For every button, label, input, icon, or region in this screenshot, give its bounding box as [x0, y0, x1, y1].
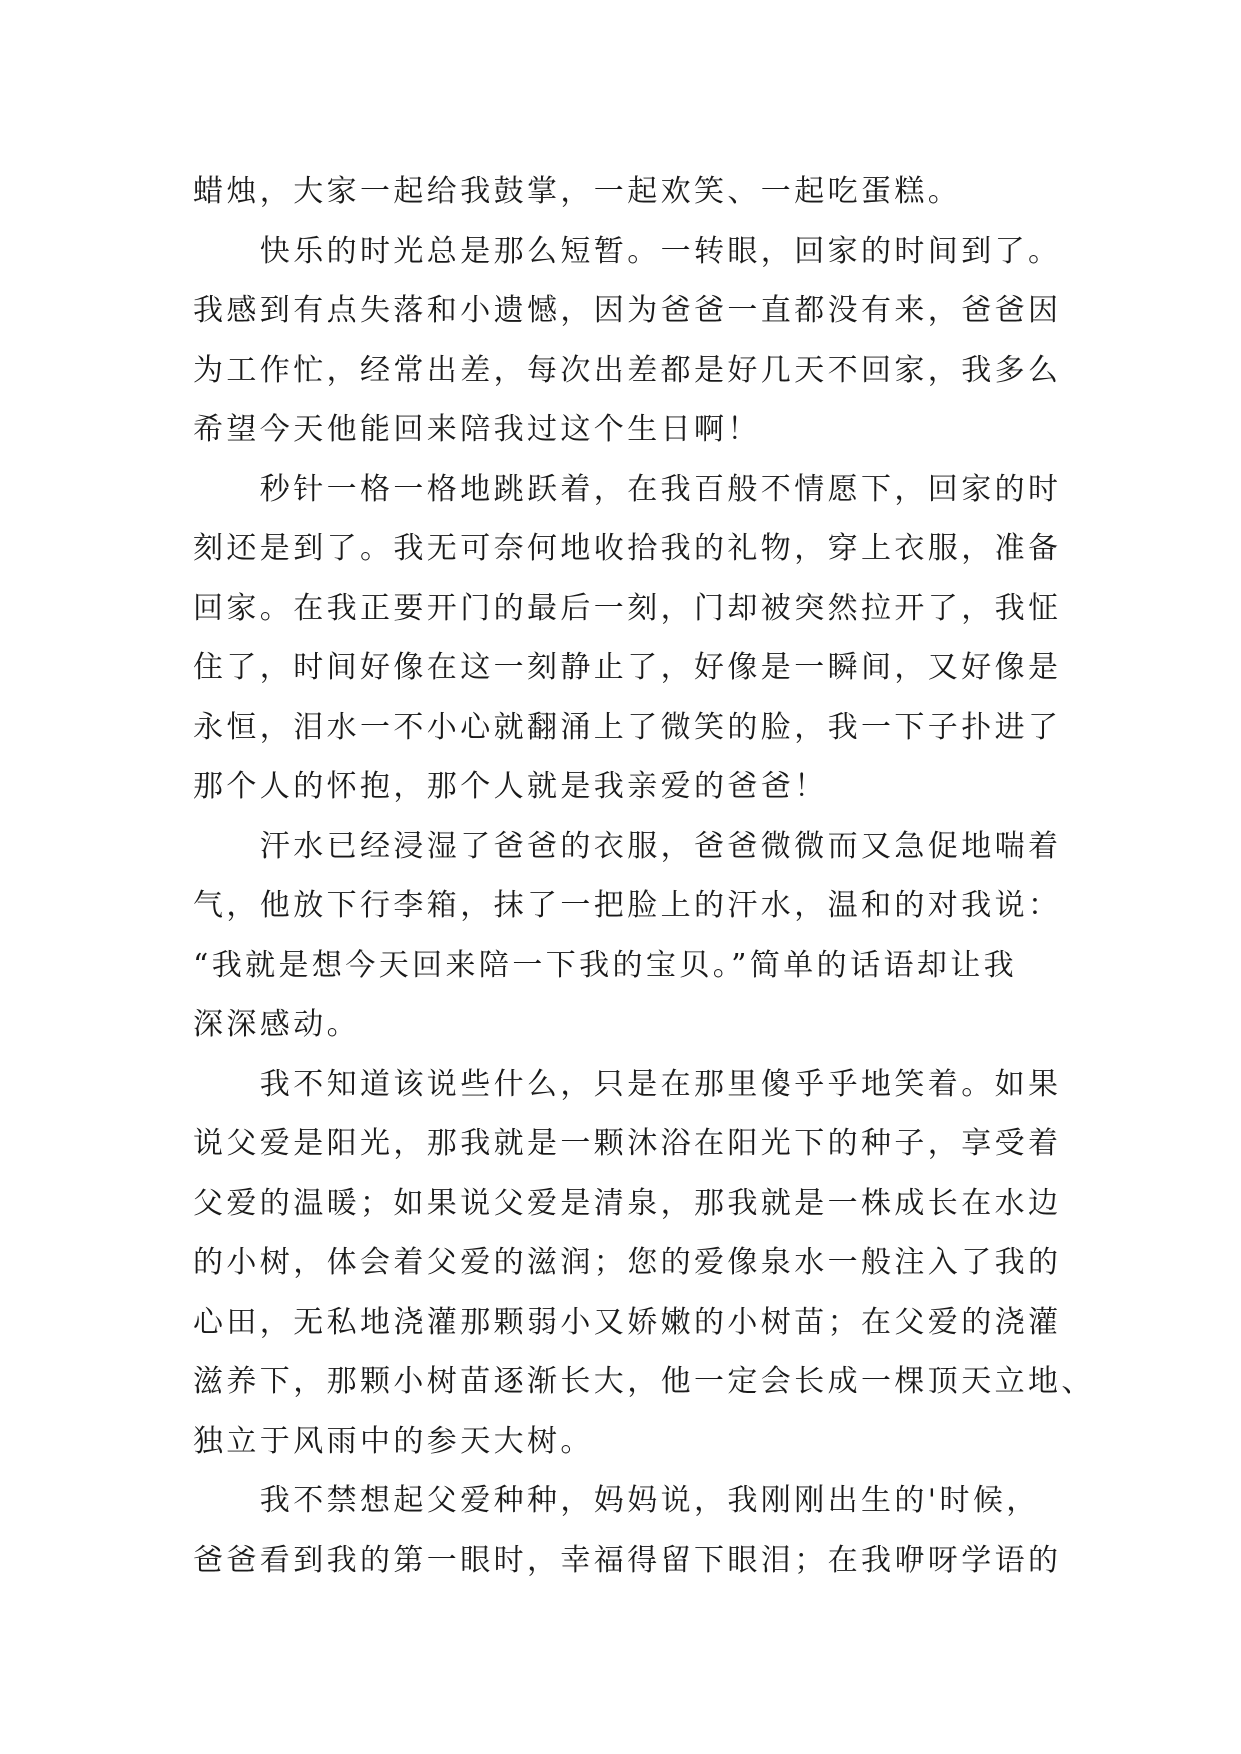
text-line: 气，他放下行李箱，抹了一把脸上的汗水，温和的对我说：	[193, 888, 1062, 923]
text-line: 心田，无私地浇灌那颗弱小又娇嫩的小树苗；在父爱的浇灌	[193, 1304, 1062, 1340]
text-line: 独立于风雨中的参天大树。	[193, 1423, 594, 1459]
text-line: 我不知道该说些什么，只是在那里傻乎乎地笑着。如果	[193, 1066, 1062, 1102]
text-line: 回家。在我正要开门的最后一刻，门却被突然拉开了，我怔	[193, 590, 1062, 626]
text-line: 深深感动。	[193, 1007, 360, 1042]
text-line: 秒针一格一格地跳跃着，在我百般不情愿下，回家的时	[193, 471, 1062, 507]
text-line: 我不禁想起父爱种种，妈妈说，我刚刚出生的'时候，	[193, 1483, 1040, 1518]
text-line: “我就是想今天回来陪一下我的宝贝。”简单的话语却让我	[193, 947, 1018, 983]
text-line: 我感到有点失落和小遗憾，因为爸爸一直都没有来，爸爸因	[193, 293, 1062, 328]
text-line: 住了，时间好像在这一刻静止了，好像是一瞬间，又好像是	[193, 650, 1062, 685]
text-line: 永恒，泪水一不小心就翻涌上了微笑的脸，我一下子扑进了	[193, 709, 1062, 745]
text-line: 那个人的怀抱，那个人就是我亲爱的爸爸！	[193, 769, 828, 804]
text-line: 刻还是到了。我无可奈何地收拾我的礼物，穿上衣服，准备	[193, 531, 1062, 566]
text-line: 蜡烛，大家一起给我鼓掌，一起欢笑、一起吃蛋糕。	[193, 174, 962, 209]
text-line: 的小树，体会着父爱的滋润；您的爱像泉水一般注入了我的	[193, 1245, 1062, 1280]
text-line: 希望今天他能回来陪我过这个生日啊！	[193, 412, 761, 447]
text-line: 快乐的时光总是那么短暂。一转眼，回家的时间到了。	[193, 233, 1062, 269]
text-line: 父爱的温暖；如果说父爱是清泉，那我就是一株成长在水边	[193, 1185, 1062, 1221]
document-body	[193, 162, 1095, 1590]
text-line: 汗水已经浸湿了爸爸的衣服，爸爸微微而又急促地喘着	[193, 828, 1062, 864]
text-line: 爸爸看到我的第一眼时，幸福得留下眼泪；在我咿呀学语的	[193, 1542, 1062, 1578]
text-line: 说父爱是阳光，那我就是一颗沐浴在阳光下的种子，享受着	[193, 1126, 1062, 1161]
text-line: 为工作忙，经常出差，每次出差都是好几天不回家，我多么	[193, 352, 1062, 388]
text-line: 滋养下，那颗小树苗逐渐长大，他一定会长成一棵顶天立地、	[193, 1364, 1095, 1399]
